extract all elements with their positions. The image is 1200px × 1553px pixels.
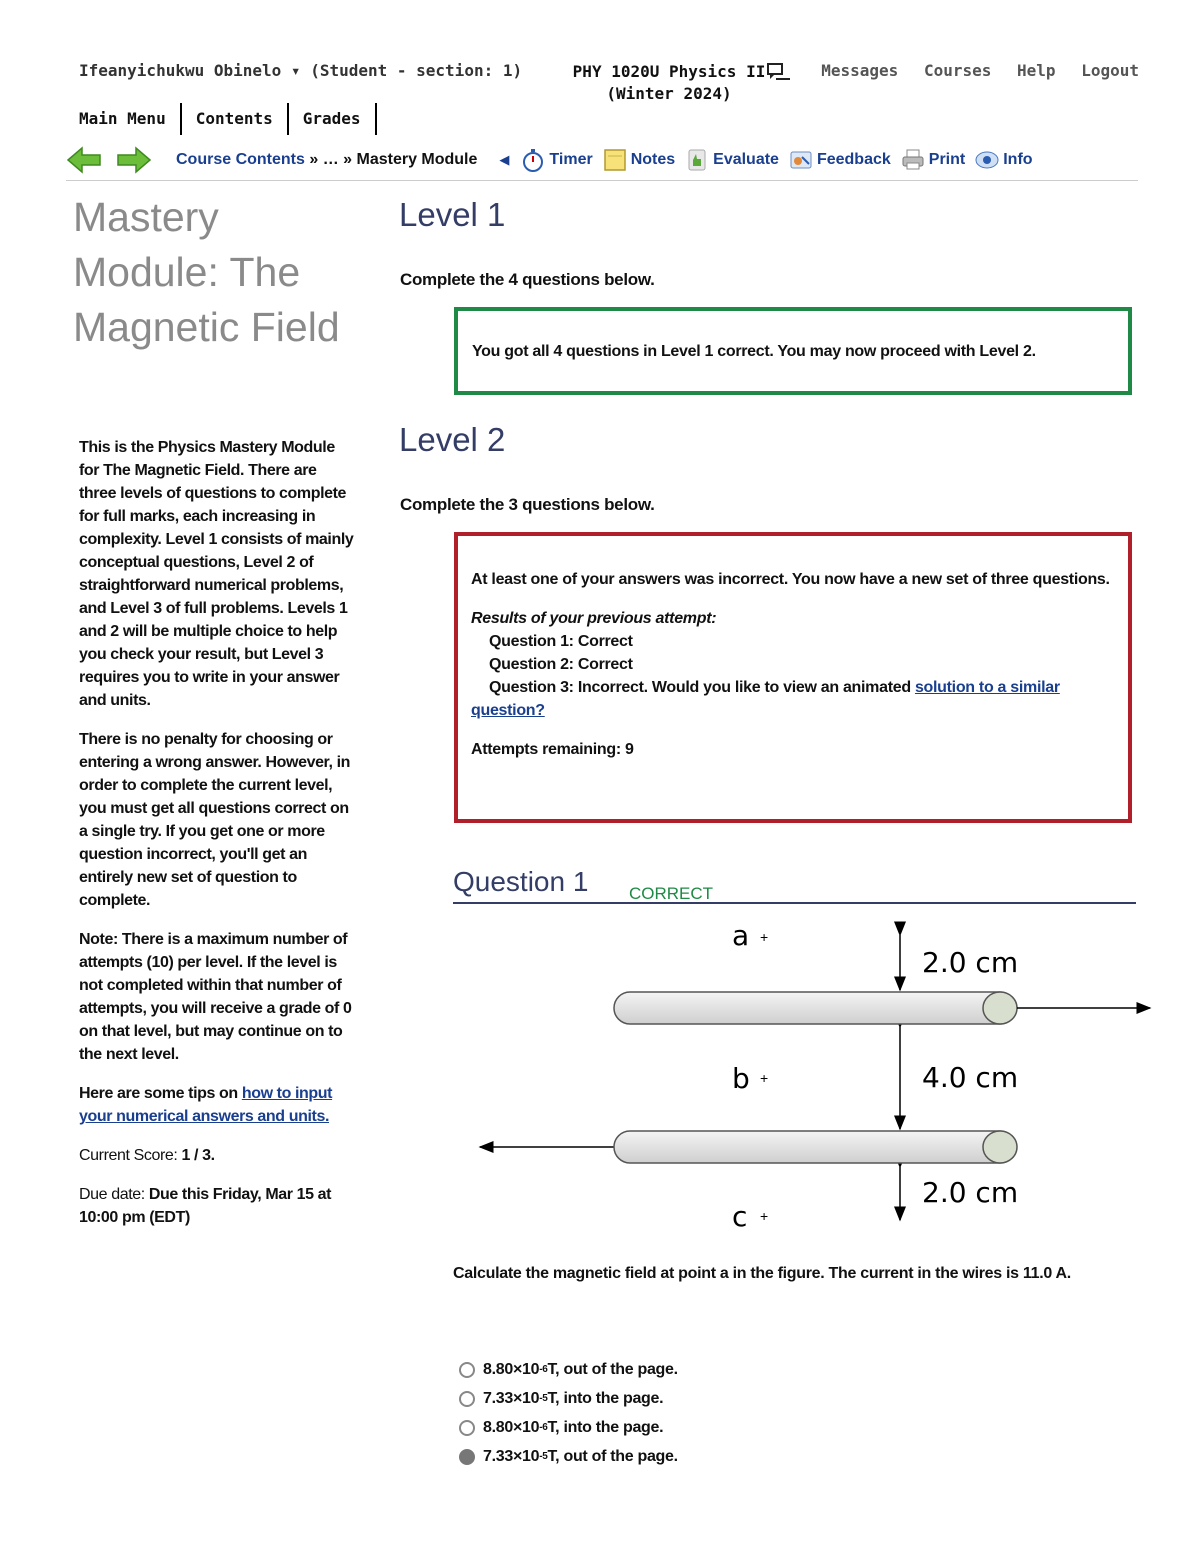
distance-label-bottom: 2.0 cm bbox=[922, 1176, 1019, 1209]
q3-result: Question 3: Incorrect. Would you like to view an animated bbox=[489, 679, 915, 696]
course-name: PHY 1020U Physics II bbox=[572, 62, 766, 81]
nav-main-menu[interactable]: Main Menu bbox=[79, 103, 182, 135]
question1-header bbox=[453, 862, 1136, 904]
breadcrumb-current: Mastery Module bbox=[356, 151, 478, 168]
radio-button[interactable] bbox=[459, 1420, 475, 1436]
messages-link[interactable]: Messages bbox=[821, 61, 899, 80]
level2-heading: Level 2 bbox=[399, 421, 506, 458]
stopwatch-icon bbox=[521, 148, 545, 172]
question1-text: Calculate the magnetic field at point a in the figure. The current in the wires is 11.0 A. bbox=[453, 1265, 1071, 1282]
option-mantissa: 8.80×10 bbox=[483, 1360, 540, 1378]
previous-results bbox=[471, 607, 1111, 722]
penalty-paragraph: There is no penalty for choosing or entering a wrong answer. However, in order to complete the current level, you must get all questions correct on a single try. If you get one or more question incorrect, you'll get an entirely new set of question to complete. bbox=[79, 731, 351, 909]
feedback-icon bbox=[789, 148, 813, 172]
module-title: Mastery Module: The Magnetic Field bbox=[73, 194, 340, 350]
breadcrumb-separator: » … » bbox=[304, 151, 357, 168]
question1-status: CORRECT bbox=[629, 884, 714, 903]
score-value: 1 / 3. bbox=[181, 1147, 215, 1164]
info-tool[interactable] bbox=[975, 148, 1032, 172]
print-tool[interactable] bbox=[901, 148, 965, 172]
answer-option[interactable] bbox=[459, 1355, 678, 1384]
option-text: T, into the page. bbox=[547, 1389, 664, 1407]
courses-link[interactable]: Courses bbox=[923, 61, 992, 80]
distance-label-middle: 4.0 cm bbox=[922, 1061, 1019, 1094]
level2-instructions: Complete the 3 questions below. bbox=[400, 495, 655, 514]
answer-option[interactable] bbox=[459, 1384, 678, 1413]
wires-figure bbox=[440, 915, 1160, 1235]
notes-tool[interactable] bbox=[603, 148, 675, 172]
results-heading: Results of your previous attempt: bbox=[471, 610, 717, 627]
nav-contents[interactable]: Contents bbox=[182, 103, 289, 135]
breadcrumb bbox=[176, 151, 477, 169]
answer-option[interactable] bbox=[459, 1442, 678, 1471]
radio-button[interactable] bbox=[459, 1391, 475, 1407]
radio-button[interactable] bbox=[459, 1362, 475, 1378]
feedback-tool[interactable] bbox=[789, 148, 891, 172]
option-exponent: -5 bbox=[539, 1451, 548, 1462]
level1-message: You got all 4 questions in Level 1 correct. You may now proceed with Level 2. bbox=[472, 343, 1036, 360]
level2-feedback-box bbox=[454, 532, 1132, 823]
option-exponent: -6 bbox=[539, 1364, 548, 1375]
option-text: T, into the page. bbox=[547, 1418, 664, 1436]
print-label: Print bbox=[928, 151, 966, 168]
distance-label-top: 2.0 cm bbox=[922, 946, 1019, 979]
option-mantissa: 8.80×10 bbox=[483, 1418, 540, 1436]
back-arrow-icon[interactable] bbox=[66, 145, 102, 175]
logout-link[interactable]: Logout bbox=[1081, 61, 1139, 80]
tips-prefix: Here are some tips on bbox=[79, 1085, 242, 1102]
forward-arrow-icon[interactable] bbox=[116, 145, 152, 175]
intro-paragraph: This is the Physics Mastery Module for The Magnetic Field. There are three levels of questions to complete for full marks, each increasing in complexity. Level 1 consists of mainly conceptual questions, Level 2 of straightforward numerical problems, and Level 3 of full problems. Levels 1 and 2 will be multiple choice to help you check your result, but Level 3 requires you to write in your answer and units. bbox=[79, 439, 354, 709]
point-b-label: b bbox=[732, 1062, 750, 1095]
option-mantissa: 7.33×10 bbox=[483, 1447, 540, 1465]
info-eye-icon bbox=[975, 148, 999, 172]
level1-heading: Level 1 bbox=[399, 196, 506, 233]
score-label: Current Score: bbox=[79, 1147, 182, 1164]
collapse-arrow-icon[interactable]: ◀ bbox=[499, 152, 510, 167]
question1-options bbox=[459, 1355, 678, 1471]
top-wire bbox=[614, 992, 1150, 1024]
due-value: Due this Friday, Mar 15 at 10:00 pm (EDT) bbox=[79, 1186, 332, 1226]
notepad-icon bbox=[603, 148, 627, 172]
solution-link[interactable]: solution to a similar question? bbox=[471, 679, 1060, 719]
breadcrumb-course-contents[interactable]: Course Contents bbox=[176, 151, 305, 168]
attempts-note: Note: There is a maximum number of attempts (10) per level. If the level is not completed within that number of attempts, you will receive a grade of 0 on that level, but may continue on to the next level. bbox=[79, 931, 352, 1063]
nav-grades[interactable]: Grades bbox=[289, 103, 377, 135]
bottom-wire bbox=[480, 1131, 1017, 1163]
level2-message: At least one of your answers was incorrect. You now have a new set of three questions. bbox=[471, 571, 1110, 588]
answer-option[interactable] bbox=[459, 1413, 678, 1442]
info-label: Info bbox=[1003, 151, 1033, 168]
radio-button-selected[interactable] bbox=[459, 1449, 475, 1465]
point-a-marker: + bbox=[760, 929, 769, 945]
feedback-label: Feedback bbox=[816, 151, 891, 168]
timer-tool[interactable] bbox=[521, 148, 592, 172]
course-term: (Winter 2024) bbox=[606, 84, 732, 103]
main-nav bbox=[79, 102, 377, 136]
option-text: T, out of the page. bbox=[547, 1360, 678, 1378]
evaluate-label: Evaluate bbox=[713, 151, 779, 168]
current-score bbox=[79, 1144, 354, 1167]
point-a-label: a bbox=[732, 919, 750, 952]
tips-link[interactable]: how to input your numerical answers and units. bbox=[79, 1085, 333, 1125]
attempts-remaining: Attempts remaining: 9 bbox=[471, 741, 634, 758]
top-header bbox=[79, 58, 1139, 108]
header-links bbox=[766, 61, 1139, 82]
timer-label: Timer bbox=[549, 151, 593, 168]
option-exponent: -5 bbox=[539, 1393, 548, 1404]
tips-paragraph bbox=[79, 1082, 354, 1128]
q2-result: Question 2: Correct bbox=[489, 656, 633, 673]
option-exponent: -6 bbox=[539, 1422, 548, 1433]
point-c-label: c bbox=[732, 1200, 748, 1233]
q1-result: Question 1: Correct bbox=[489, 633, 633, 650]
point-c-marker: + bbox=[760, 1208, 769, 1224]
printer-icon bbox=[901, 148, 925, 172]
level1-success-box bbox=[454, 307, 1132, 395]
notes-label: Notes bbox=[630, 151, 676, 168]
content-toolbar bbox=[66, 140, 1138, 181]
user-menu[interactable]: Ifeanyichukwu Obinelo ▾ (Student - section: 1) bbox=[79, 61, 523, 80]
chat-icon[interactable] bbox=[766, 62, 792, 82]
option-mantissa: 7.33×10 bbox=[483, 1389, 540, 1407]
due-label: Due date: bbox=[79, 1186, 149, 1203]
module-description bbox=[79, 436, 354, 1245]
question1-title: Question 1 bbox=[453, 866, 589, 897]
help-link[interactable]: Help bbox=[1017, 61, 1056, 80]
level1-instructions: Complete the 4 questions below. bbox=[400, 270, 655, 289]
evaluate-tool[interactable] bbox=[685, 148, 779, 172]
due-date bbox=[79, 1183, 354, 1229]
point-b-marker: + bbox=[760, 1070, 769, 1086]
option-text: T, out of the page. bbox=[547, 1447, 678, 1465]
thumbs-up-icon bbox=[685, 148, 709, 172]
